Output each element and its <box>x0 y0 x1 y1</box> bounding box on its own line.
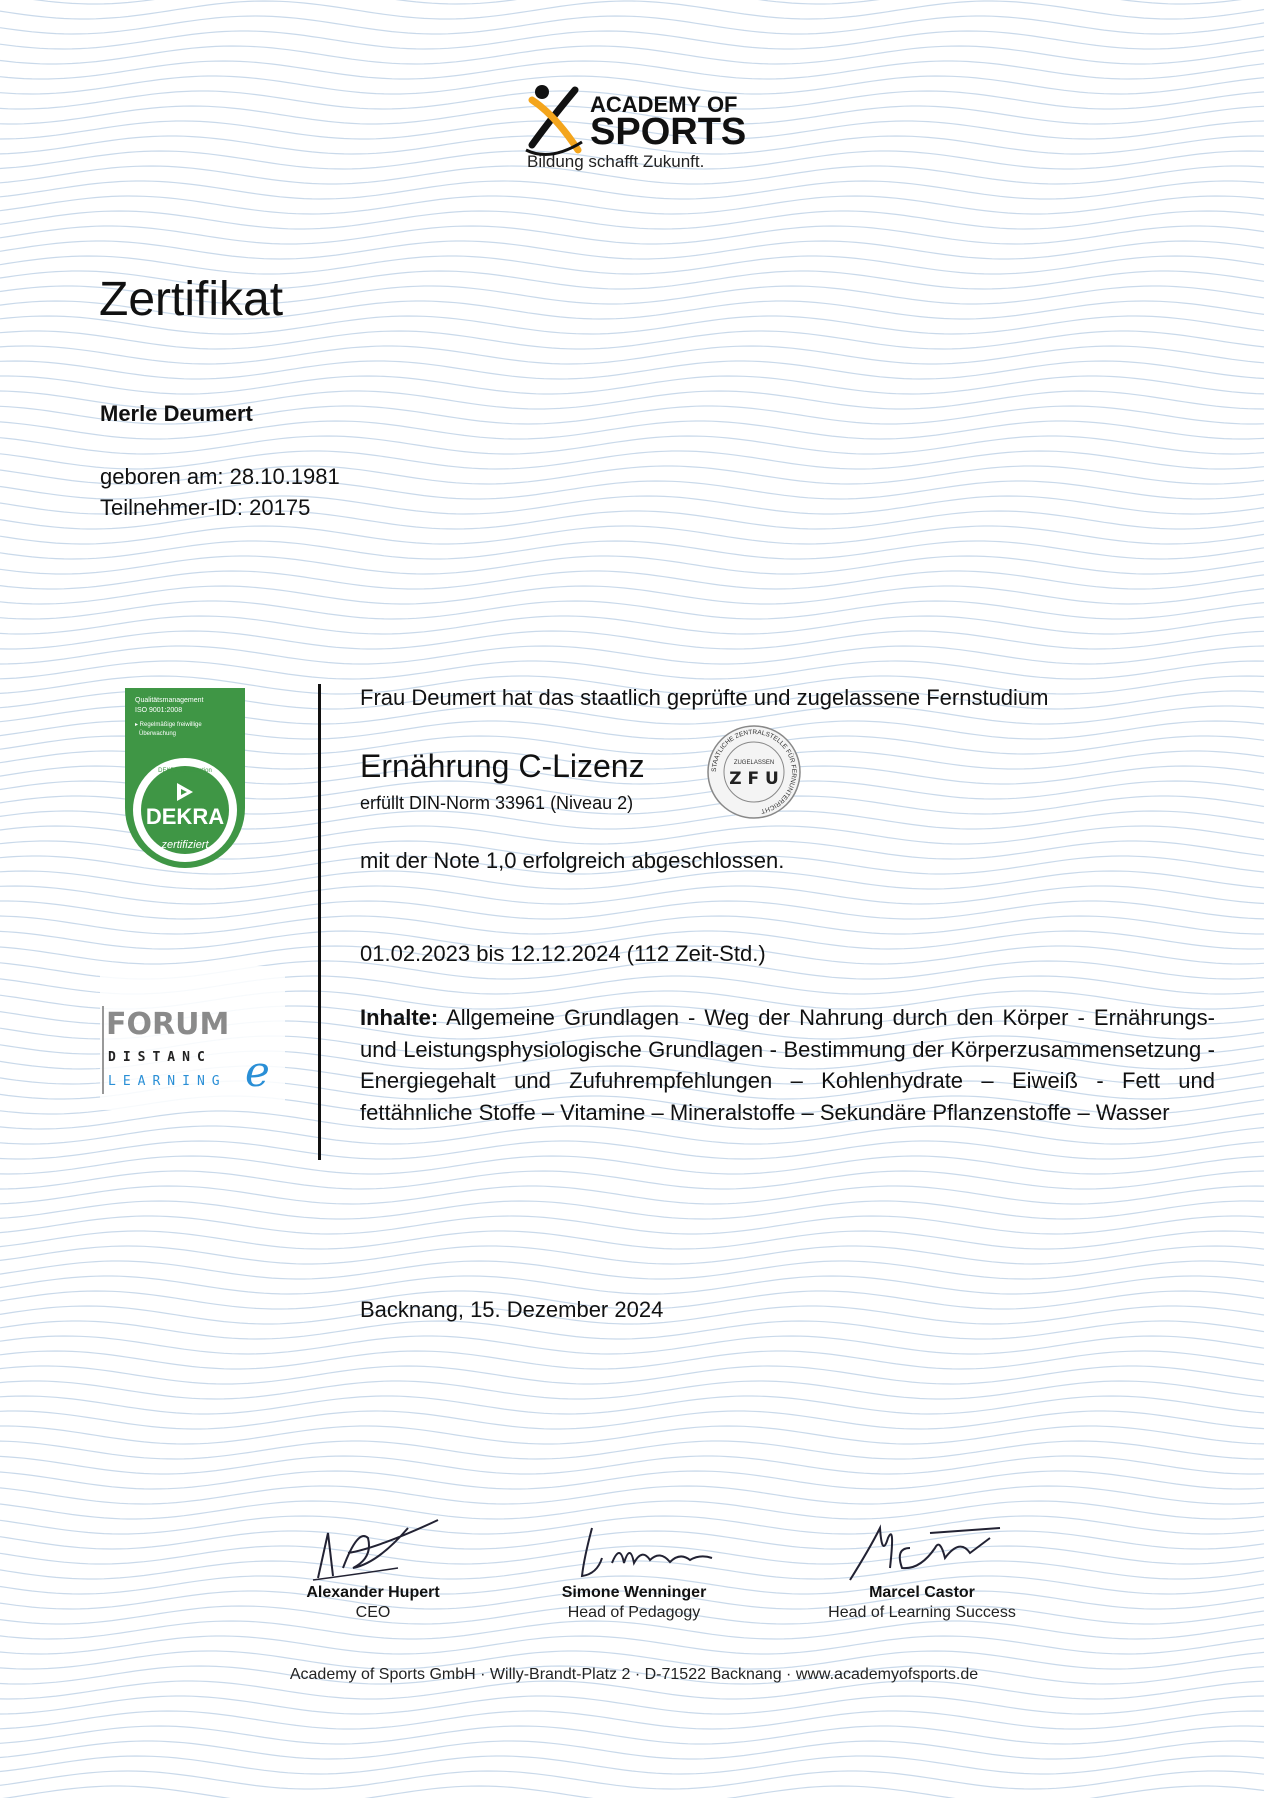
svg-text:ACADEMY OF: ACADEMY OF <box>590 92 738 117</box>
certificate-title: Zertifikat <box>99 273 284 326</box>
logo-tagline: Bildung schafft Zukunft. <box>527 152 705 171</box>
participant-name: Merle Deumert <box>100 401 253 426</box>
wave-line <box>0 1276 1264 1294</box>
wave-line <box>0 1786 1264 1798</box>
course-contents <box>360 1002 1215 1128</box>
intro-text: Frau Deumert hat das staatlich geprüfte und zugelassene Fernstudium <box>360 685 1049 710</box>
svg-text:Z F U: Z F U <box>729 769 779 789</box>
vertical-divider <box>318 684 321 1160</box>
signatory-name: Alexander Hupert <box>306 1584 440 1601</box>
svg-text:LEARNING: LEARNING <box>108 1074 227 1089</box>
wave-line <box>0 196 1264 214</box>
signatory-role: CEO <box>355 1604 391 1621</box>
contents-label: Inhalte: <box>360 1005 439 1030</box>
wave-line <box>0 1381 1264 1399</box>
wave-line <box>0 571 1264 589</box>
svg-text:▸ Regelmäßige freiwillige: ▸ Regelmäßige freiwillige <box>135 722 202 728</box>
grade-statement: mit der Note 1,0 erfolgreich abgeschlossen. <box>360 848 785 873</box>
svg-text:FORUM: FORUM <box>106 1007 230 1042</box>
signatory-name: Simone Wenninger <box>561 1584 707 1601</box>
wave-line <box>0 46 1264 64</box>
footer-address: Academy of Sports GmbH · Willy-Brandt-Platz 2 · D-71522 Backnang · www.academyofsports.de <box>289 1666 979 1683</box>
wave-line <box>0 1261 1264 1279</box>
signature-marcel-castor <box>840 1508 1020 1588</box>
svg-text:SPORTS: SPORTS <box>590 111 747 153</box>
wave-line <box>0 436 1264 454</box>
wave-line <box>0 1486 1264 1504</box>
wave-line <box>0 211 1264 229</box>
wave-line <box>0 346 1264 364</box>
course-title: Ernährung C-Lizenz <box>360 748 645 784</box>
svg-text:zertifiziert: zertifiziert <box>161 839 209 851</box>
zfu-seal <box>706 724 802 820</box>
wave-line <box>0 556 1264 574</box>
svg-text:ISO 9001:2008: ISO 9001:2008 <box>135 707 183 714</box>
svg-text:DEKRA Certification: DEKRA Certification <box>158 768 212 774</box>
svg-text:Qualitätsmanagement: Qualitätsmanagement <box>135 697 204 704</box>
wave-line <box>0 1771 1264 1789</box>
participant-id: Teilnehmer-ID: 20175 <box>100 495 311 520</box>
signatory-role: Head of Learning Success <box>828 1604 1016 1621</box>
wave-line <box>0 31 1264 49</box>
course-period: 01.02.2023 bis 12.12.2024 (112 Zeit-Std.) <box>360 941 766 966</box>
svg-text:e: e <box>245 1047 270 1096</box>
forum-distance-learning-logo <box>100 966 285 1110</box>
svg-text:STAATLICHE ZENTRALSTELLE FÜR F: STAATLICHE ZENTRALSTELLE FÜR FERNUNTERRICHT <box>710 728 798 815</box>
wave-line <box>0 1621 1264 1639</box>
signatory-role: Head of Pedagogy <box>567 1604 701 1621</box>
signature-alexander-hupert <box>298 1508 478 1588</box>
svg-text:DEKRA: DEKRA <box>145 804 225 829</box>
wave-line <box>0 1246 1264 1264</box>
din-norm-note: erfüllt DIN-Norm 33961 (Niveau 2) <box>360 793 634 813</box>
place-and-date: Backnang, 15. Dezember 2024 <box>360 1297 664 1322</box>
svg-text:DISTANC: DISTANC <box>108 1050 212 1065</box>
birth-date: geboren am: 28.10.1981 <box>100 464 340 489</box>
svg-text:ZUGELASSEN: ZUGELASSEN <box>733 760 775 766</box>
signatory-name: Marcel Castor <box>869 1584 975 1601</box>
contents-text: Allgemeine Grundlagen - Weg der Nahrung durch den Körper - Ernährungs- und Leistungsphysiologische Grundlagen - Bestimmung der Körperzusammensetzung - Energiegehalt und Zufuhrempfehlungen – Kohlenhydrate – Eiweiß - Fett und fettähnliche Stoffe – Vitamine – Mineralstoffe – Sekundäre Pflanzenstoffe – Wasser <box>360 1005 1215 1125</box>
signature-simone-wenninger <box>562 1508 742 1588</box>
wave-line <box>0 226 1264 244</box>
dekra-certification-seal <box>125 688 245 873</box>
wave-line <box>0 331 1264 349</box>
svg-text:Überwachung: Überwachung <box>139 731 177 737</box>
wave-line <box>0 1366 1264 1384</box>
